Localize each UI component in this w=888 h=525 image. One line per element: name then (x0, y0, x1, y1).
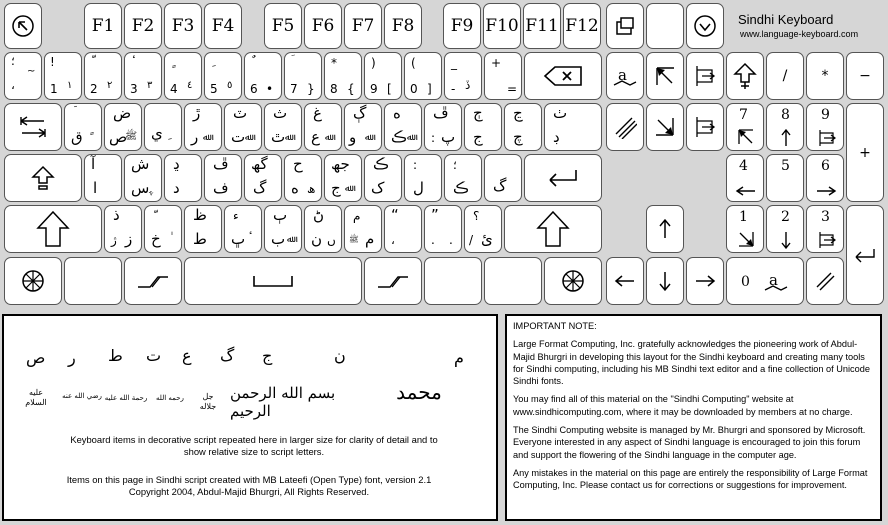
note-paragraph: The Sindhi Computing website is managed by Mr. Bhurgri and sponsored by Microsoft. Everyone interested in any aspect of Sindhi language is encouraged to join this forum and support the flowering of the Sindhi language in the computer age. (513, 425, 866, 460)
home-key[interactable] (646, 52, 684, 100)
key-bracket-left[interactable] (464, 103, 502, 151)
key-h[interactable] (284, 154, 322, 202)
key-q[interactable] (64, 103, 102, 151)
key-glyph: ﷲ (325, 133, 331, 143)
ctrl-wheel-icon (560, 268, 586, 294)
key-semicolon[interactable] (444, 154, 482, 202)
key-glyph: 5 (210, 82, 218, 96)
arrow-left-icon (614, 274, 636, 288)
key-glyph: ڙ (193, 104, 201, 122)
letter-sample: ن (334, 346, 346, 365)
numpad-2-key[interactable] (766, 205, 804, 253)
esc-key[interactable] (4, 3, 42, 49)
key-glyph: ڦ (213, 155, 229, 173)
key-glyph: ت (231, 128, 246, 146)
key-z[interactable] (104, 205, 142, 253)
key-c[interactable] (184, 205, 222, 253)
arrow-down-icon (658, 270, 672, 292)
power-key[interactable] (686, 3, 724, 49)
numpad-1-key[interactable] (726, 205, 764, 253)
key-comma[interactable] (384, 205, 422, 253)
arrow-right-icon (815, 185, 837, 197)
key-glyph: ج (331, 179, 341, 197)
calligraphy-sample: محمد (396, 380, 442, 404)
key-glyph: ص (109, 128, 128, 146)
key-glyph: م (353, 209, 361, 223)
key-digit: 3 (821, 209, 830, 225)
page-up-key[interactable] (686, 52, 724, 100)
letter-sample: ص (26, 348, 46, 367)
key-r[interactable] (184, 103, 222, 151)
key-minus[interactable] (444, 52, 482, 100)
f8-key[interactable]: F8 (384, 3, 422, 49)
key-glyph: ﷲ (345, 184, 351, 194)
key-glyph: ڃ (513, 104, 523, 122)
numpad-minus-key[interactable]: − (846, 52, 884, 100)
key-glyph: چ (513, 128, 523, 146)
key-glyph: ٿ (271, 128, 286, 146)
enter-arrow-icon (853, 247, 877, 263)
key-glyph: ١ (67, 80, 73, 91)
key-glyph: ڊ (553, 128, 560, 146)
key-glyph: گھ (251, 155, 268, 173)
key-u[interactable] (304, 103, 342, 151)
arrow-nw-icon (737, 128, 755, 146)
svg-text:a: a (618, 66, 627, 84)
key-glyph: 3 (130, 82, 138, 96)
key-glyph: د (173, 179, 180, 197)
key-backslash[interactable] (544, 103, 602, 151)
ctrl-wheel-icon (20, 268, 46, 294)
key-slash[interactable] (464, 205, 502, 253)
key-glyph: : (413, 158, 418, 172)
key-digit: 2 (781, 209, 790, 225)
key-glyph: _ (451, 56, 457, 70)
arrow-down-icon (780, 230, 792, 250)
numlock-icon (733, 62, 757, 90)
key-period[interactable] (424, 205, 462, 253)
key-glyph: گ (493, 177, 507, 195)
delete-slash-icon (814, 270, 836, 292)
letter-sample: ر (68, 348, 76, 367)
page-down-icon (817, 230, 837, 250)
calligraphy-sample: جل جلاله (199, 392, 217, 411)
key-digit: 8 (781, 107, 790, 123)
key-glyph: ﷲ (203, 133, 209, 143)
key-m[interactable] (344, 205, 382, 253)
key-glyph: 8 (330, 82, 338, 96)
website-url[interactable]: www.language-keyboard.com (740, 29, 859, 39)
key-k[interactable] (364, 154, 402, 202)
key-glyph: ض (113, 104, 132, 122)
page-up-icon (694, 64, 716, 88)
key-glyph: ٤ (187, 80, 193, 91)
calligraphy-sample: بسم الله الرحمن الرحيم (230, 384, 336, 420)
key-digit: 5 (781, 158, 790, 174)
key-digit: 9 (821, 107, 830, 123)
key-glyph: ؛ (11, 54, 15, 68)
enter-arrow-icon (546, 168, 580, 188)
key-glyph: ~ (27, 66, 36, 77)
key-glyph: و (349, 128, 357, 146)
insert-a-icon (612, 65, 638, 87)
page-up-icon (817, 128, 837, 148)
key-glyph: } (307, 82, 315, 96)
key-i[interactable] (344, 103, 382, 151)
f9-key[interactable]: F9 (443, 3, 481, 49)
right-win-key[interactable] (424, 257, 482, 305)
key-glyph: ط (193, 230, 207, 248)
tab-key[interactable] (4, 103, 62, 151)
letter-sample: م (454, 348, 464, 367)
f11-key[interactable]: F11 (523, 3, 561, 49)
numpad-decimal-key[interactable] (806, 257, 844, 305)
letter-sample: ط (108, 346, 123, 365)
key-glyph: غ (313, 104, 322, 122)
key-glyph: ر (191, 128, 199, 146)
key-glyph: . (449, 233, 453, 247)
f4-key[interactable]: F4 (204, 3, 242, 49)
key-glyph: پ (441, 128, 456, 146)
important-note-panel (505, 314, 882, 521)
alt-ramp-icon (136, 273, 170, 289)
key-glyph: ٽ (233, 104, 248, 122)
key-glyph: ئ (481, 230, 493, 248)
key-glyph: ه (393, 104, 401, 122)
key-glyph: ز (125, 230, 133, 248)
numpad-divide-key[interactable]: / (766, 52, 804, 100)
key-digit: 6 (821, 158, 830, 174)
key-glyph: 1 (50, 82, 58, 96)
key-glyph: ] (427, 82, 432, 96)
numpad-plus-key[interactable]: + (846, 103, 884, 202)
backspace-key[interactable] (524, 52, 602, 100)
key-glyph: ھ (307, 182, 316, 196)
numpad-6-key[interactable] (806, 154, 844, 202)
key-glyph: ع (311, 128, 320, 146)
key-glyph: خ (151, 230, 161, 248)
key-glyph: 0 (410, 82, 418, 96)
key-1[interactable] (44, 52, 82, 100)
key-glyph: [ (387, 82, 392, 96)
key-o[interactable] (384, 103, 422, 151)
arrow-left-key[interactable] (606, 257, 644, 305)
left-alt-key[interactable] (124, 257, 182, 305)
key-glyph: ل (413, 179, 424, 197)
key-d[interactable] (164, 154, 202, 202)
keyboard-title: Sindhi Keyboard (738, 12, 834, 27)
f12-key[interactable]: F12 (563, 3, 601, 49)
insert-a-icon (763, 270, 789, 292)
letter-sample: ت (146, 346, 162, 365)
key-4[interactable] (164, 52, 202, 100)
key-glyph: ! (50, 55, 55, 69)
page-down-icon (694, 115, 716, 139)
f10-key[interactable]: F10 (483, 3, 521, 49)
key-glyph: ي (151, 124, 163, 142)
key-f[interactable] (204, 154, 242, 202)
arrow-up-icon (780, 128, 792, 148)
caption-font: Items on this page in Sindhi script created with MB Lateefi (Open Type) font, version 2.1 (66, 474, 432, 485)
key-glyph: 6 (250, 82, 258, 96)
f3-key[interactable]: F3 (164, 3, 202, 49)
key-glyph: ٣ (147, 80, 153, 91)
key-glyph: ﷲ (407, 133, 413, 143)
key-glyph: ب (271, 230, 286, 248)
f2-key[interactable]: F2 (124, 3, 162, 49)
key-glyph: ں (327, 233, 336, 247)
key-glyph: 2 (90, 82, 98, 96)
numpad-7-key[interactable] (726, 103, 764, 151)
arrow-up-icon (658, 218, 672, 240)
numpad-8-key[interactable] (766, 103, 804, 151)
key-glyph: ، (391, 233, 395, 247)
letter-sample: ع (182, 346, 192, 365)
key-glyph: ( (411, 56, 416, 70)
key-glyph: - (451, 82, 456, 96)
note-paragraph: You may find all of this material on the "Sindhi Computing" website at www.sindhicomputing.com, where it may be downloaded by members at no charge. (513, 394, 853, 417)
calligraphy-panel (2, 314, 498, 521)
key-v[interactable] (224, 205, 262, 253)
numpad-9-key[interactable] (806, 103, 844, 151)
key-glyph: ء (233, 209, 239, 223)
arrow-up-key[interactable] (646, 205, 684, 253)
arrow-se-icon (654, 116, 676, 138)
arrow-nw-circle-icon (11, 14, 35, 38)
key-glyph: ، (11, 78, 15, 92)
key-glyph: ڀ (231, 230, 246, 248)
backspace-icon (543, 65, 583, 87)
note-heading: IMPORTANT NOTE: (513, 321, 597, 331)
letter-sample: ج (262, 346, 273, 365)
enter-key[interactable] (524, 154, 602, 202)
key-glyph: ش (131, 155, 150, 173)
key-glyph: ف (213, 179, 229, 197)
key-glyph: 7 (290, 82, 298, 96)
f6-key[interactable]: F6 (304, 3, 342, 49)
key-glyph: + (491, 56, 502, 70)
key-t[interactable] (224, 103, 262, 151)
key-quote[interactable] (484, 154, 522, 202)
note-paragraph: Large Format Computing, Inc. gratefully acknowledges the pioneering work of Abdul-Majid Bhurgri in developing this layout for the Sindhi keyboard and creating many tools for Sindhi computing, including his MB Sindhi text editor and a fine collection of Unicode Sindhi fonts. (513, 339, 870, 387)
key-glyph: * (331, 56, 337, 70)
key-5[interactable] (204, 52, 242, 100)
numpad-enter-key[interactable] (846, 205, 884, 305)
shift-up-arrow-icon (536, 210, 570, 248)
key-g[interactable] (244, 154, 282, 202)
scroll-lock-key[interactable] (646, 3, 684, 49)
key-3[interactable] (124, 52, 162, 100)
key-glyph: “ (391, 206, 399, 224)
left-shift-key[interactable] (4, 205, 102, 253)
key-digit: 0 (741, 274, 750, 290)
f1-key[interactable]: F1 (84, 3, 122, 49)
delete-slash-icon (613, 115, 637, 139)
left-ctrl-key[interactable] (4, 257, 62, 305)
page-down-key[interactable] (686, 103, 724, 151)
key-2[interactable] (84, 52, 122, 100)
key-glyph: ڳ (353, 104, 367, 122)
key-digit: 4 (739, 158, 748, 174)
svg-text:a: a (769, 271, 778, 289)
key-glyph: ج (473, 128, 483, 146)
insert-key[interactable] (606, 52, 644, 100)
key-0[interactable] (404, 52, 442, 100)
right-shift-key[interactable] (504, 205, 602, 253)
key-glyph: ڍ (173, 155, 180, 173)
key-digit: 7 (739, 107, 748, 123)
key-glyph: ڻ (313, 206, 325, 224)
key-glyph: . (431, 233, 435, 247)
shift-up-arrow-icon (36, 210, 70, 248)
key-glyph: ) (371, 56, 376, 70)
numpad-0-key[interactable] (726, 257, 804, 305)
letter-sample: گ (220, 346, 235, 365)
note-paragraph: Any mistakes in the material on this page are entirely the responsibility of Large Format Computing, Inc. Please contact us for corrections or suggestions for improvement. (513, 467, 868, 491)
key-glyph: ظ (193, 206, 207, 224)
numpad-5-key[interactable] (766, 154, 804, 202)
key-glyph: ٥ (227, 80, 233, 91)
right-ctrl-key[interactable] (544, 257, 602, 305)
print-screen-icon (614, 15, 636, 37)
key-glyph: ؛ (453, 158, 457, 172)
key-w[interactable] (104, 103, 142, 151)
key-glyph: آ (91, 155, 96, 173)
arrow-nw-icon (654, 65, 676, 87)
key-glyph: گ (253, 179, 267, 197)
key-glyph: • (266, 82, 274, 96)
key-glyph: / (469, 233, 474, 247)
key-glyph: ذ (113, 206, 120, 224)
numlock-key[interactable] (726, 52, 764, 100)
key-glyph: ن (311, 230, 323, 248)
key-y[interactable] (264, 103, 302, 151)
key-glyph: ٺ (553, 104, 568, 122)
arrow-right-key[interactable] (686, 257, 724, 305)
key-glyph: ڪ (391, 128, 407, 146)
key-j[interactable] (324, 154, 362, 202)
key-p[interactable] (424, 103, 462, 151)
key-glyph: ه (291, 179, 299, 197)
caption-decorative: Keyboard items in decorative script repeated here in larger size for clarity of detail and to show relative size to script letters. (70, 434, 438, 457)
key-glyph: ڏ (465, 78, 471, 92)
key-glyph: ا (93, 179, 98, 197)
numpad-3-key[interactable] (806, 205, 844, 253)
key-b[interactable] (264, 205, 302, 253)
key-x[interactable] (144, 205, 182, 253)
key-9[interactable] (364, 52, 402, 100)
key-glyph: ق (71, 128, 83, 146)
key-bracket-right[interactable] (504, 103, 542, 151)
key-glyph: ٢ (107, 80, 113, 91)
key-glyph: جھ (331, 155, 350, 173)
key-glyph: ث (273, 104, 288, 122)
key-glyph: ڪ (453, 179, 469, 197)
key-glyph: = (507, 82, 518, 96)
menu-key[interactable] (484, 257, 542, 305)
key-glyph: م (365, 230, 375, 248)
arrow-se-icon (737, 230, 755, 248)
calligraphy-sample: عليه السلام (25, 388, 47, 407)
key-glyph: ﷺ (125, 131, 138, 142)
key-glyph: ڪ (373, 155, 389, 173)
key-glyph: ح (293, 155, 303, 173)
arrow-left-icon (735, 185, 757, 197)
numpad-multiply-key[interactable]: * (806, 52, 844, 100)
key-glyph: ﮩ (149, 182, 154, 196)
key-glyph: ﷲ (287, 235, 293, 245)
key-n[interactable] (304, 205, 342, 253)
space-key[interactable] (184, 257, 362, 305)
key-glyph: ﷲ (365, 133, 371, 143)
key-7[interactable] (284, 52, 322, 100)
arrow-right-icon (694, 274, 716, 288)
power-circle-icon (693, 14, 717, 38)
key-tilde[interactable] (4, 52, 42, 100)
tab-arrows-icon (18, 114, 48, 140)
caption-copyright: Copyright 2004, Abdul-Majid Bhurgri, All Rights Reserved. (128, 486, 370, 497)
key-glyph: ژ (111, 233, 117, 247)
left-win-key[interactable] (64, 257, 122, 305)
space-bracket-icon (252, 274, 294, 288)
key-e[interactable] (144, 103, 182, 151)
print-screen-key[interactable] (606, 3, 644, 49)
key-glyph: ک (371, 179, 385, 197)
key-digit: 1 (739, 209, 748, 225)
key-glyph: ” (431, 206, 439, 224)
key-l[interactable] (404, 154, 442, 202)
key-glyph: 4 (170, 82, 178, 96)
key-glyph: ڄ (473, 104, 483, 122)
key-glyph: 9 (370, 82, 378, 96)
arrow-down-key[interactable] (646, 257, 684, 305)
key-glyph: ڦ (433, 104, 449, 122)
key-8[interactable] (324, 52, 362, 100)
f7-key[interactable]: F7 (344, 3, 382, 49)
caps-lock-key[interactable] (4, 154, 82, 202)
caps-lock-icon (31, 165, 55, 191)
end-key[interactable] (646, 103, 684, 151)
key-glyph: ٴ (249, 231, 253, 245)
key-6[interactable] (244, 52, 282, 100)
key-glyph: ﷲ (285, 133, 291, 143)
key-glyph: ٻ (273, 206, 288, 224)
key-glyph: ﷲ (245, 133, 251, 143)
numpad-4-key[interactable] (726, 154, 764, 202)
key-glyph: : (431, 131, 436, 145)
right-alt-key[interactable] (364, 257, 422, 305)
calligraphy-sample: رحمه الله (156, 394, 184, 402)
key-glyph: ﷺ (349, 235, 359, 244)
key-glyph: س (131, 179, 150, 197)
key-glyph: { (347, 82, 355, 96)
alt-ramp-icon (376, 273, 410, 289)
key-s[interactable] (124, 154, 162, 202)
key-equals[interactable] (484, 52, 522, 100)
delete-key[interactable] (606, 103, 644, 151)
key-a[interactable] (84, 154, 122, 202)
calligraphy-sample: رضي الله عنه (62, 392, 102, 400)
calligraphy-sample: رحمة الله عليه (104, 394, 148, 402)
key-glyph: ؟ (473, 209, 480, 223)
f5-key[interactable]: F5 (264, 3, 302, 49)
